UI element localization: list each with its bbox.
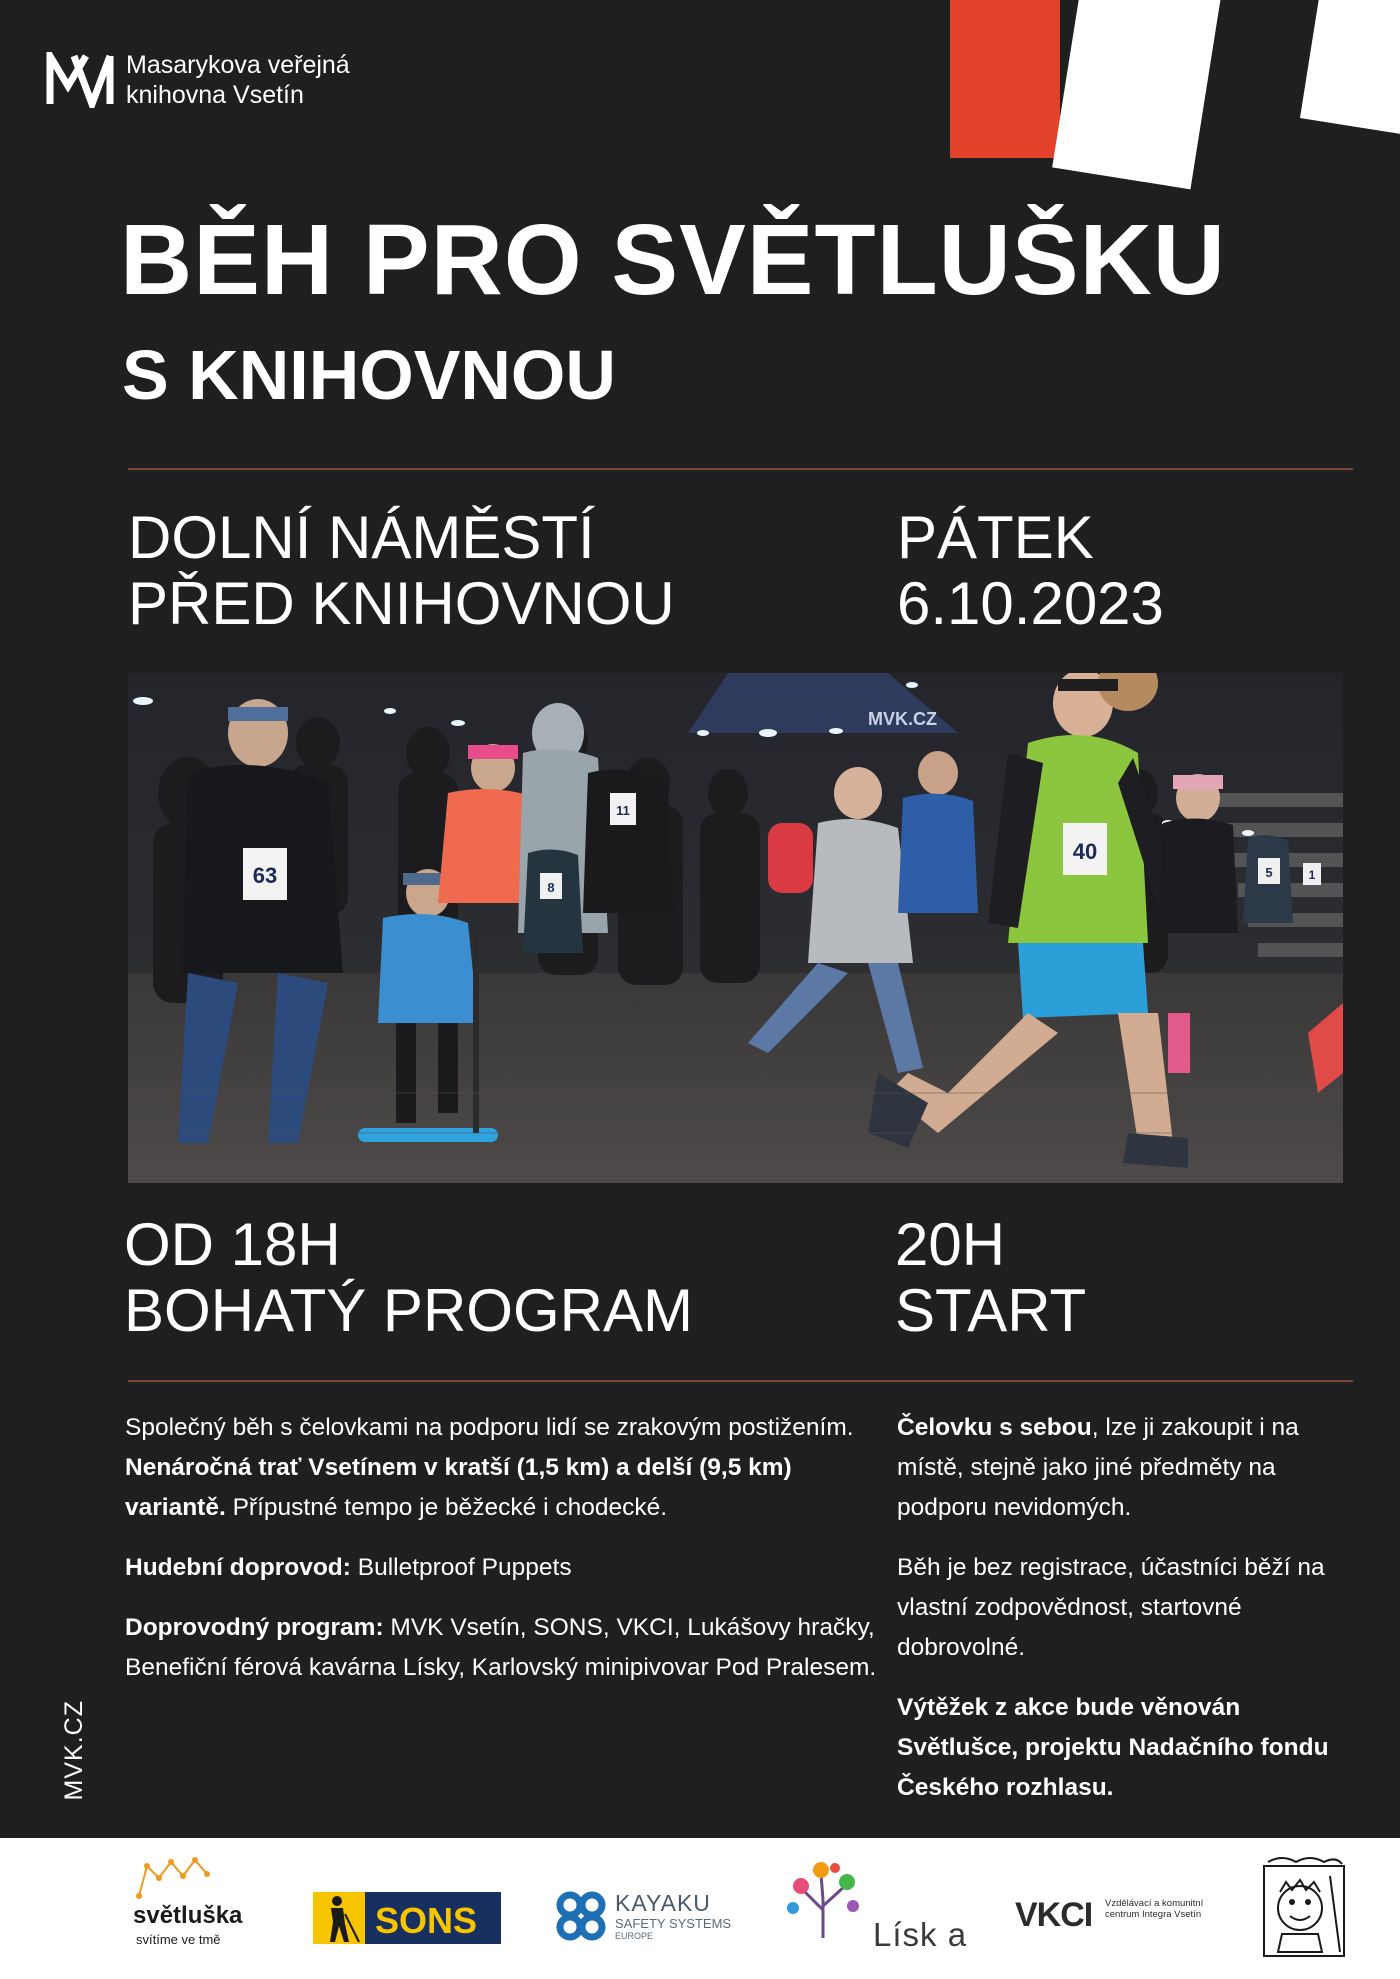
- library-name-line2: knihovna Vsetín: [126, 81, 304, 109]
- program-label: BOHATÝ PROGRAM: [124, 1277, 693, 1344]
- decor-white-block: [1300, 0, 1400, 137]
- info-registration: Běh je bez registrace, účastníci běží na vlastní zodpovědnost, startovné dobrovolné.: [897, 1554, 1325, 1661]
- proceeds-text: Výtěžek z akce bude věnován Světlušce, projektu Nadačního fondu Českého rozhlasu.: [897, 1694, 1329, 1801]
- svetluska-name: světluška: [133, 1902, 243, 1929]
- program-time: [124, 1212, 693, 1344]
- partner-svetluska: [133, 1856, 263, 1946]
- side-url: [60, 1700, 120, 1820]
- bib-11: 11: [616, 803, 630, 818]
- divider: [128, 468, 1353, 470]
- kayaku-knot-icon: [553, 1888, 609, 1944]
- booth-sign: MVK.CZ: [868, 709, 937, 729]
- svetluska-tagline: svítíme ve tmě: [136, 1932, 221, 1947]
- svetluska-dots-icon: [135, 1856, 215, 1900]
- race-start: [895, 1212, 1086, 1344]
- place-line1: DOLNÍ NÁMĚSTÍ: [128, 504, 595, 571]
- decor-white-block: [1052, 0, 1223, 189]
- info-left-column: [125, 1408, 885, 1688]
- headlamp-label: Čelovku s sebou: [897, 1414, 1092, 1441]
- description-route: Nenáročná trať Vsetínem v kratší (1,5 km) a delší (9,5 km) variantě.: [125, 1454, 792, 1521]
- liska-tree-icon: [783, 1860, 863, 1940]
- library-name: [126, 50, 350, 110]
- partner-vkci: [1015, 1896, 1215, 1956]
- music-text: Bulletproof Puppets: [350, 1554, 572, 1581]
- night-run-photo: [128, 673, 1343, 1183]
- headlamp-text: , lze ji zakoupit i na místě, stejně jako jiné předměty na podporu nevidomých.: [897, 1414, 1299, 1521]
- partner-liska: [783, 1860, 973, 1960]
- bib-40: 40: [1072, 839, 1098, 864]
- partner-kayaku: [553, 1888, 743, 1948]
- info-proceeds: [897, 1688, 1357, 1808]
- sons-walker-icon: [313, 1892, 365, 1944]
- side-url-text: MVK.CZ: [60, 1700, 88, 1801]
- event-date: [897, 505, 1164, 637]
- bib-8: 8: [547, 880, 555, 895]
- sons-name: SONS: [375, 1900, 478, 1941]
- side-program-text: MVK Vsetín, SONS, VKCI, Lukášovy hračky, Benefiční férová kavárna Lísky, Karlovský minipivovar Pod Pralesem.: [125, 1614, 877, 1681]
- library-logo: [46, 50, 350, 110]
- divider: [128, 1380, 1353, 1382]
- bib-5: 5: [1265, 865, 1273, 880]
- description-pace: Přípustné tempo je běžecké i chodecké.: [225, 1494, 668, 1521]
- kayaku-region: EUROPE: [615, 1931, 654, 1941]
- partners-band: [0, 1838, 1400, 1979]
- vkci-tagline: Vzdělávací a komunitní centrum Integra Vsetín: [1105, 1898, 1204, 1920]
- race-start-label: START: [895, 1277, 1087, 1344]
- event-subtitle: S KNIHOVNOU: [122, 336, 616, 414]
- info-music: [125, 1548, 885, 1588]
- vkci-name: VKCI: [1015, 1896, 1093, 1934]
- partner-lukasovy-hracky: [1262, 1852, 1348, 1960]
- description-text: Společný běh s čelovkami na podporu lidí se zrakovým postižením.: [125, 1414, 854, 1441]
- kayaku-tagline: SAFETY SYSTEMS: [615, 1916, 732, 1931]
- decor-red-block: [950, 0, 1060, 158]
- liska-name: Lísk a: [873, 1916, 968, 1953]
- side-program-label: Doprovodný program:: [125, 1614, 384, 1641]
- race-start-time: 20H: [895, 1211, 1006, 1278]
- event-date-value: 6.10.2023: [897, 570, 1164, 637]
- music-label: Hudební doprovod:: [125, 1554, 351, 1581]
- mvk-logo-icon: [46, 52, 114, 108]
- bib-63: 63: [252, 863, 278, 888]
- event-day: PÁTEK: [897, 504, 1094, 571]
- event-title: BĚH PRO SVĚTLUŠKU: [120, 204, 1227, 316]
- kayaku-name: KAYAKU: [615, 1890, 711, 1916]
- info-right-column: [897, 1408, 1357, 1808]
- event-photo: [128, 673, 1343, 1183]
- event-place: [128, 505, 675, 637]
- lukasovy-hracky-logo-icon: [1262, 1852, 1348, 1960]
- info-side-program: [125, 1608, 885, 1688]
- info-headlamp: [897, 1408, 1357, 1528]
- partner-sons: [313, 1892, 503, 1946]
- library-name-line1: Masarykova veřejná: [126, 51, 350, 79]
- bib-1: 1: [1308, 868, 1316, 882]
- place-line2: PŘED KNIHOVNOU: [128, 570, 675, 637]
- program-start-time: OD 18H: [124, 1211, 341, 1278]
- info-description: [125, 1408, 885, 1528]
